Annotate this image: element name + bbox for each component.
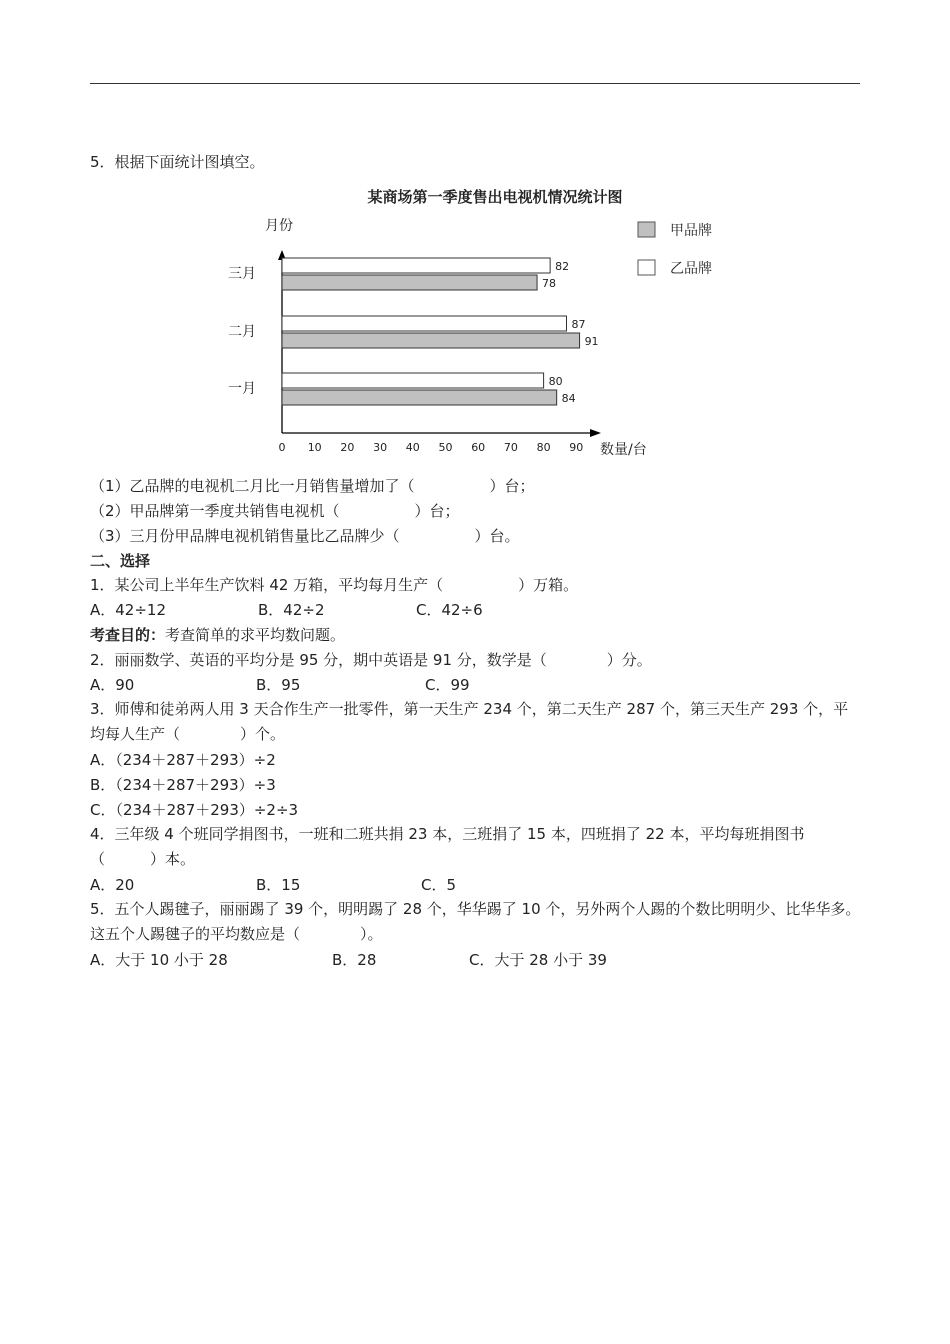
x-tick-label: 80 xyxy=(536,441,551,454)
purpose-label: 考查目的： xyxy=(90,626,166,644)
bar xyxy=(282,316,566,331)
chart-title: 某商场第一季度售出电视机情况统计图 xyxy=(367,188,623,206)
bar-value-label: 84 xyxy=(561,392,576,405)
q1-option-c: C．42÷6 xyxy=(416,601,483,619)
q3-text: 3．师傅和徒弟两人用 3 天合作生产一批零件，第一天生产 234 个，第二天生产 287 个，第三天生产 293 个，平均每人生产（ ）个。 xyxy=(90,700,849,743)
q1-options xyxy=(90,600,483,620)
x-tick-label: 60 xyxy=(471,441,486,454)
bar-value-label: 78 xyxy=(542,277,557,290)
x-tick-label: 20 xyxy=(340,441,355,454)
category-label: 三月 xyxy=(228,266,256,282)
q5b-options xyxy=(90,950,607,970)
bar xyxy=(282,275,537,290)
legend-swatch xyxy=(638,260,655,275)
q3-option-a: A．（234＋287＋293）÷2 xyxy=(90,751,276,769)
purpose-text: 考查简单的求平均数问题。 xyxy=(165,626,346,644)
bar xyxy=(282,373,544,388)
purpose-line xyxy=(90,625,345,645)
q4-options xyxy=(90,875,456,895)
x-axis-label: 数量/台 xyxy=(600,442,647,458)
q3-option-c: C．（234＋287＋293）÷2÷3 xyxy=(90,801,299,819)
fill-question-2: （2）甲品牌第一季度共销售电视机（ ）台； xyxy=(90,502,460,520)
bar-value-label: 91 xyxy=(584,335,599,348)
legend-swatch xyxy=(638,222,655,237)
bar xyxy=(282,258,550,273)
q4-option-c: C．5 xyxy=(421,876,457,894)
q2-text: 2．丽丽数学、英语的平均分是 95 分，期中英语是 91 分，数学是（ ）分。 xyxy=(90,651,652,669)
q2-option-c: C．99 xyxy=(425,676,470,694)
x-tick-label: 90 xyxy=(569,441,584,454)
x-tick-label: 30 xyxy=(373,441,388,454)
y-axis-label: 月份 xyxy=(265,218,293,234)
q4-option-b: B．15 xyxy=(256,876,301,894)
q4-text: 4．三年级 4 个班同学捐图书，一班和二班共捐 23 本，三班捐了 15 本，四班捐了 22 本，平均每班捐图书（ ）本。 xyxy=(90,825,805,868)
q1-option-b: B．42÷2 xyxy=(258,601,325,619)
q5b-option-a: A．大于 10 小于 28 xyxy=(90,951,228,969)
q1-option-a: A．42÷12 xyxy=(90,601,167,619)
legend-label: 甲品牌 xyxy=(670,223,712,239)
q2-option-a: A．90 xyxy=(90,676,135,694)
x-tick-label: 70 xyxy=(503,441,518,454)
header-rule xyxy=(90,83,860,84)
category-label: 一月 xyxy=(228,381,256,397)
x-tick-label: 10 xyxy=(307,441,322,454)
x-tick-label: 0 xyxy=(278,441,286,454)
section-title: 二、选择 xyxy=(90,552,151,570)
q4-option-a: A．20 xyxy=(90,876,135,894)
bar-value-label: 80 xyxy=(548,375,563,388)
fill-question-3: （3）三月份甲品牌电视机销售量比乙品牌少（ ）台。 xyxy=(90,527,520,545)
bar xyxy=(282,390,557,405)
fill-question-1: （1）乙品牌的电视机二月比一月销售量增加了（ ）台； xyxy=(90,477,535,495)
q2-option-b: B．95 xyxy=(256,676,301,694)
bar-value-label: 87 xyxy=(571,318,586,331)
bar-value-label: 82 xyxy=(555,260,570,273)
bar-chart xyxy=(220,178,730,463)
x-tick-label: 50 xyxy=(438,441,453,454)
category-label: 二月 xyxy=(228,324,256,340)
bar xyxy=(282,333,580,348)
q5b-text: 5．五个人踢毽子，丽丽踢了 39 个，明明踢了 28 个，华华踢了 10 个，另外两个人踢的个数比明明少、比华华多。这五个人踢毽子的平均数应是（ ）。 xyxy=(90,900,861,943)
x-axis-arrow xyxy=(590,429,601,437)
q3-option-b: B．（234＋287＋293）÷3 xyxy=(90,776,276,794)
q5b-option-b: B．28 xyxy=(332,951,377,969)
q5b-option-c: C．大于 28 小于 39 xyxy=(469,951,607,969)
q2-options xyxy=(90,675,470,695)
question-5-title: 5．根据下面统计图填空。 xyxy=(90,153,265,171)
x-tick-label: 40 xyxy=(405,441,420,454)
legend-label: 乙品牌 xyxy=(670,261,712,277)
q1-text: 1．某公司上半年生产饮料 42 万箱，平均每月生产（ ）万箱。 xyxy=(90,576,579,594)
